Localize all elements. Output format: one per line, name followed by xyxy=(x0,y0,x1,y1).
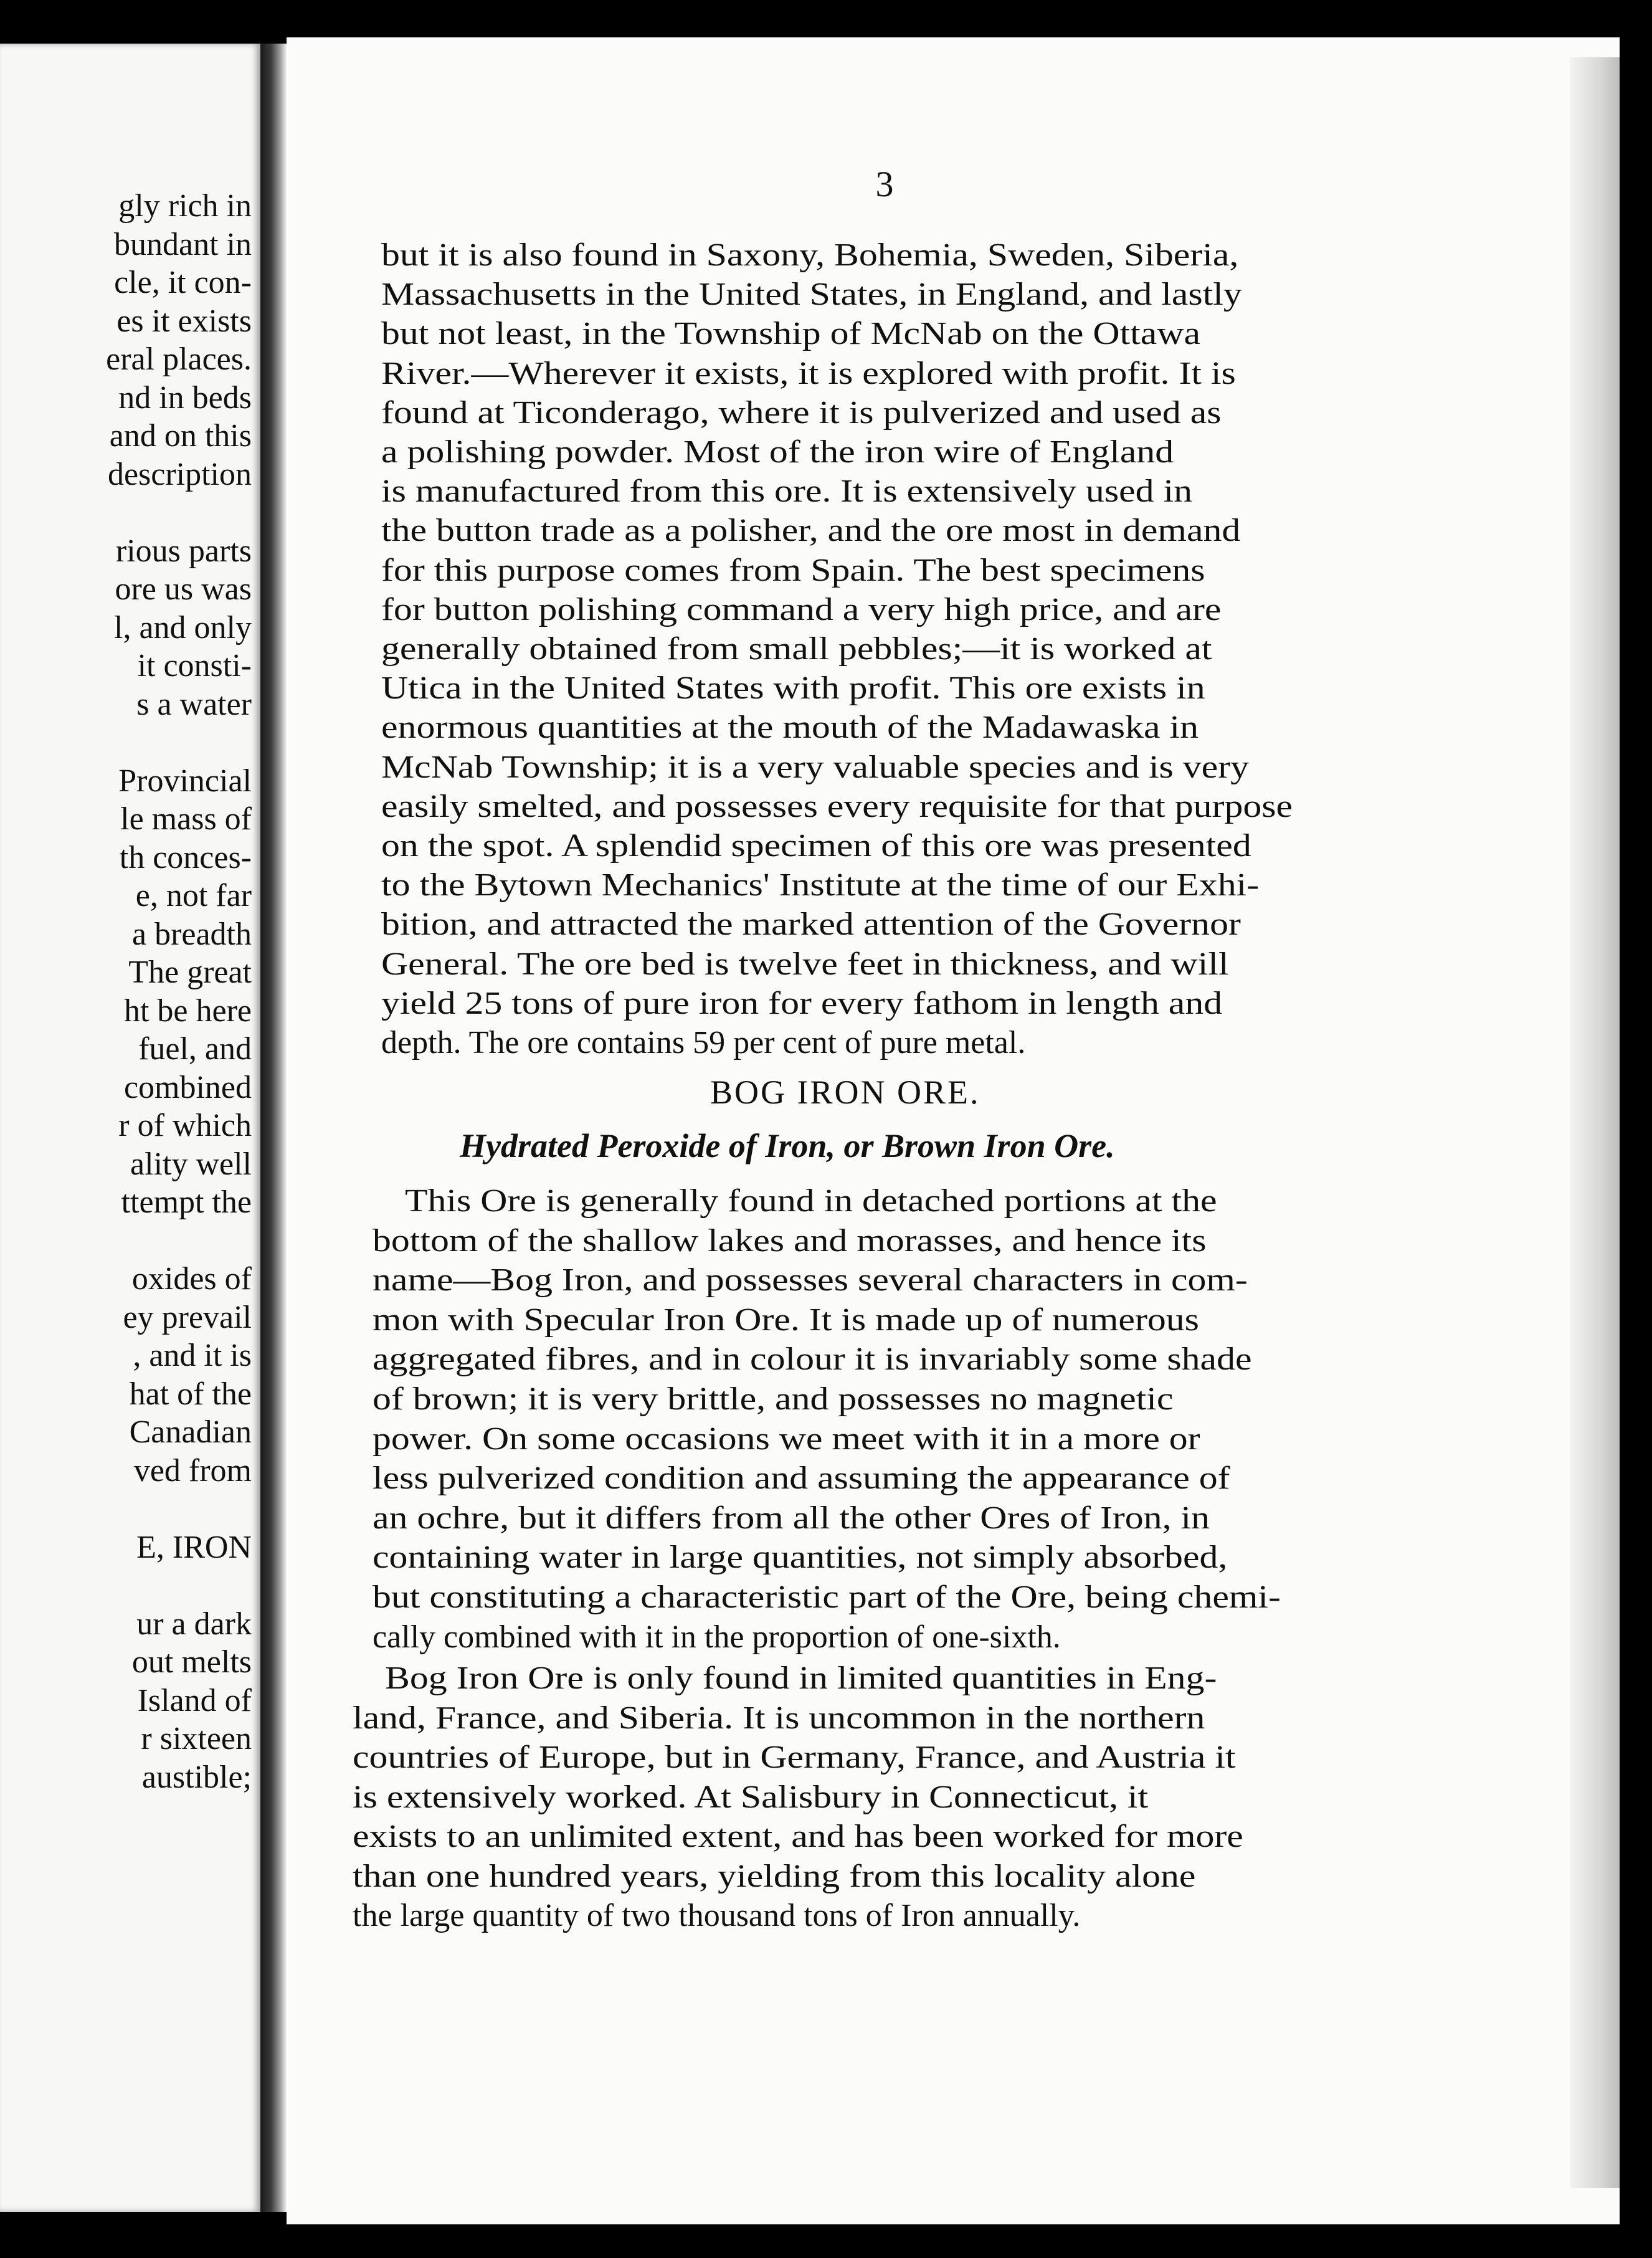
text-line: the button trade as a polisher, and the ore most in demand xyxy=(381,513,1241,549)
text-line: for button polishing command a very high price, and are xyxy=(381,591,1222,627)
text-line: Utica in the United States with profit. This ore exists in xyxy=(381,670,1205,707)
facing-page-line: , and it is xyxy=(133,1338,252,1373)
book-gutter xyxy=(260,44,287,2212)
facing-page-line: Provincial xyxy=(118,763,252,799)
text-line: Bog Iron Ore is only found in limited quantities in Eng- xyxy=(385,1660,1217,1696)
text-line: exists to an unlimited extent, and has been worked for more xyxy=(353,1819,1243,1854)
facing-page-line: The great xyxy=(128,955,252,990)
text-line: River.—Wherever it exists, it is explored with profit. It is xyxy=(381,355,1236,391)
text-line: to the Bytown Mechanics' Institute at the time of our Exhi- xyxy=(381,867,1260,903)
facing-page-line: ore us was xyxy=(115,571,252,607)
facing-page-line: hat of the xyxy=(129,1376,252,1412)
facing-page-line: E, IRON xyxy=(136,1529,252,1565)
text-line: a polishing powder. Most of the iron wire of England xyxy=(381,434,1174,470)
facing-page-line: rious parts xyxy=(115,533,252,569)
facing-page-line: a breadth xyxy=(131,916,252,952)
text-line: yield 25 tons of pure iron for every fathom in length and xyxy=(381,985,1223,1021)
text-line: is extensively worked. At Salisbury in Connecticut, it xyxy=(353,1779,1149,1815)
text-line: cally combined with it in the proportion of one-sixth. xyxy=(373,1619,1061,1655)
text-line: depth. The ore contains 59 per cent of pure metal. xyxy=(381,1025,1026,1060)
facing-page-line: oxides of xyxy=(131,1261,252,1297)
facing-page-line: and on this xyxy=(109,418,252,454)
text-line: countries of Europe, but in Germany, France, and Austria it xyxy=(353,1740,1236,1775)
text-line: for this purpose comes from Spain. The best specimens xyxy=(381,552,1205,588)
text-line: mon with Specular Iron Ore. It is made up of numerous xyxy=(373,1302,1199,1338)
facing-page-line: es it exists xyxy=(116,303,252,339)
text-line: aggregated fibres, and in colour it is invariably some shade xyxy=(373,1341,1252,1378)
text-line: McNab Township; it is a very valuable species and is very xyxy=(381,749,1250,785)
facing-page-line: cle, it con- xyxy=(114,265,252,300)
facing-page-line: ved from xyxy=(133,1452,252,1489)
text-line: containing water in large quantities, not simply absorbed, xyxy=(373,1540,1228,1576)
facing-page-line: th conces- xyxy=(119,839,252,875)
text-line: the large quantity of two thousand tons of Iron annually. xyxy=(353,1898,1081,1933)
text-line: is manufactured from this ore. It is extensively used in xyxy=(381,474,1192,510)
facing-page-line: it consti- xyxy=(137,648,252,684)
text-line: This Ore is generally found in detached portions at the xyxy=(405,1183,1217,1219)
facing-page-line: out melts xyxy=(131,1644,252,1680)
text-line: name—Bog Iron, and possesses several characters in com- xyxy=(373,1262,1248,1298)
facing-page-line: nd in beds xyxy=(118,379,252,416)
text-line: but not least, in the Township of McNab on the Ottawa xyxy=(381,316,1201,352)
facing-page-line: le mass of xyxy=(120,801,252,837)
facing-page-line: gly rich in xyxy=(118,188,252,224)
text-line: but constituting a characteristic part of the Ore, being chemi- xyxy=(373,1579,1281,1615)
facing-page-line: r sixteen xyxy=(141,1721,252,1756)
facing-page-line: austible; xyxy=(141,1759,252,1795)
text-line: on the spot. A splendid specimen of this ore was presented xyxy=(381,828,1251,864)
text-line: bition, and attracted the marked attention of the Governor xyxy=(381,907,1241,943)
text-line: land, France, and Siberia. It is uncommon in the northern xyxy=(353,1700,1205,1736)
facing-page-line: bundant in xyxy=(114,226,252,262)
facing-page-line: eral places. xyxy=(106,341,252,377)
facing-page-line: ht be here xyxy=(123,993,252,1029)
facing-page-line: ttempt the xyxy=(121,1184,252,1220)
text-line: of brown; it is very brittle, and possesses no magnetic xyxy=(373,1381,1174,1417)
facing-page-line: ey prevail xyxy=(123,1299,252,1335)
facing-page-line: combined xyxy=(123,1069,252,1105)
facing-page-line: l, and only xyxy=(114,609,252,645)
page-number: 3 xyxy=(875,164,894,204)
facing-page-fragment xyxy=(0,44,260,2212)
text-line: found at Ticonderago, where it is pulverized and used as xyxy=(381,394,1222,431)
text-line: Massachusetts in the United States, in England, and lastly xyxy=(381,277,1242,313)
section-subheading: Hydrated Peroxide of Iron, or Brown Iron Ore. xyxy=(460,1127,1115,1165)
text-line: bottom of the shallow lakes and morasses, and hence its xyxy=(373,1222,1207,1259)
text-line: but it is also found in Saxony, Bohemia, Sweden, Siberia, xyxy=(381,237,1239,273)
facing-page-line: r of which xyxy=(118,1108,252,1143)
facing-page-line: ality well xyxy=(130,1146,252,1182)
facing-page-line: s a water xyxy=(136,686,252,722)
text-line: enormous quantities at the mouth of the Madawaska in xyxy=(381,710,1199,746)
text-line: power. On some occasions we meet with it in a more or xyxy=(373,1421,1200,1457)
text-line: easily smelted, and possesses every requisite for that purpose xyxy=(381,788,1293,824)
text-line: than one hundred years, yielding from this locality alone xyxy=(353,1858,1196,1894)
facing-page-line: Canadian xyxy=(129,1414,252,1450)
facing-page-line: e, not far xyxy=(135,878,252,913)
text-line: generally obtained from small pebbles;—it is worked at xyxy=(381,631,1212,667)
text-line: an ochre, but it differs from all the other Ores of Iron, in xyxy=(373,1500,1210,1536)
section-heading: BOG IRON ORE. xyxy=(710,1074,980,1111)
text-line: less pulverized condition and assuming the appearance of xyxy=(373,1460,1230,1497)
page-edge xyxy=(1570,57,1620,2188)
text-line: General. The ore bed is twelve feet in thickness, and will xyxy=(381,946,1229,982)
facing-page-line: Island of xyxy=(137,1682,252,1718)
facing-page-line: description xyxy=(107,456,252,492)
facing-page-line: fuel, and xyxy=(138,1031,252,1067)
facing-page-line: ur a dark xyxy=(136,1606,252,1642)
